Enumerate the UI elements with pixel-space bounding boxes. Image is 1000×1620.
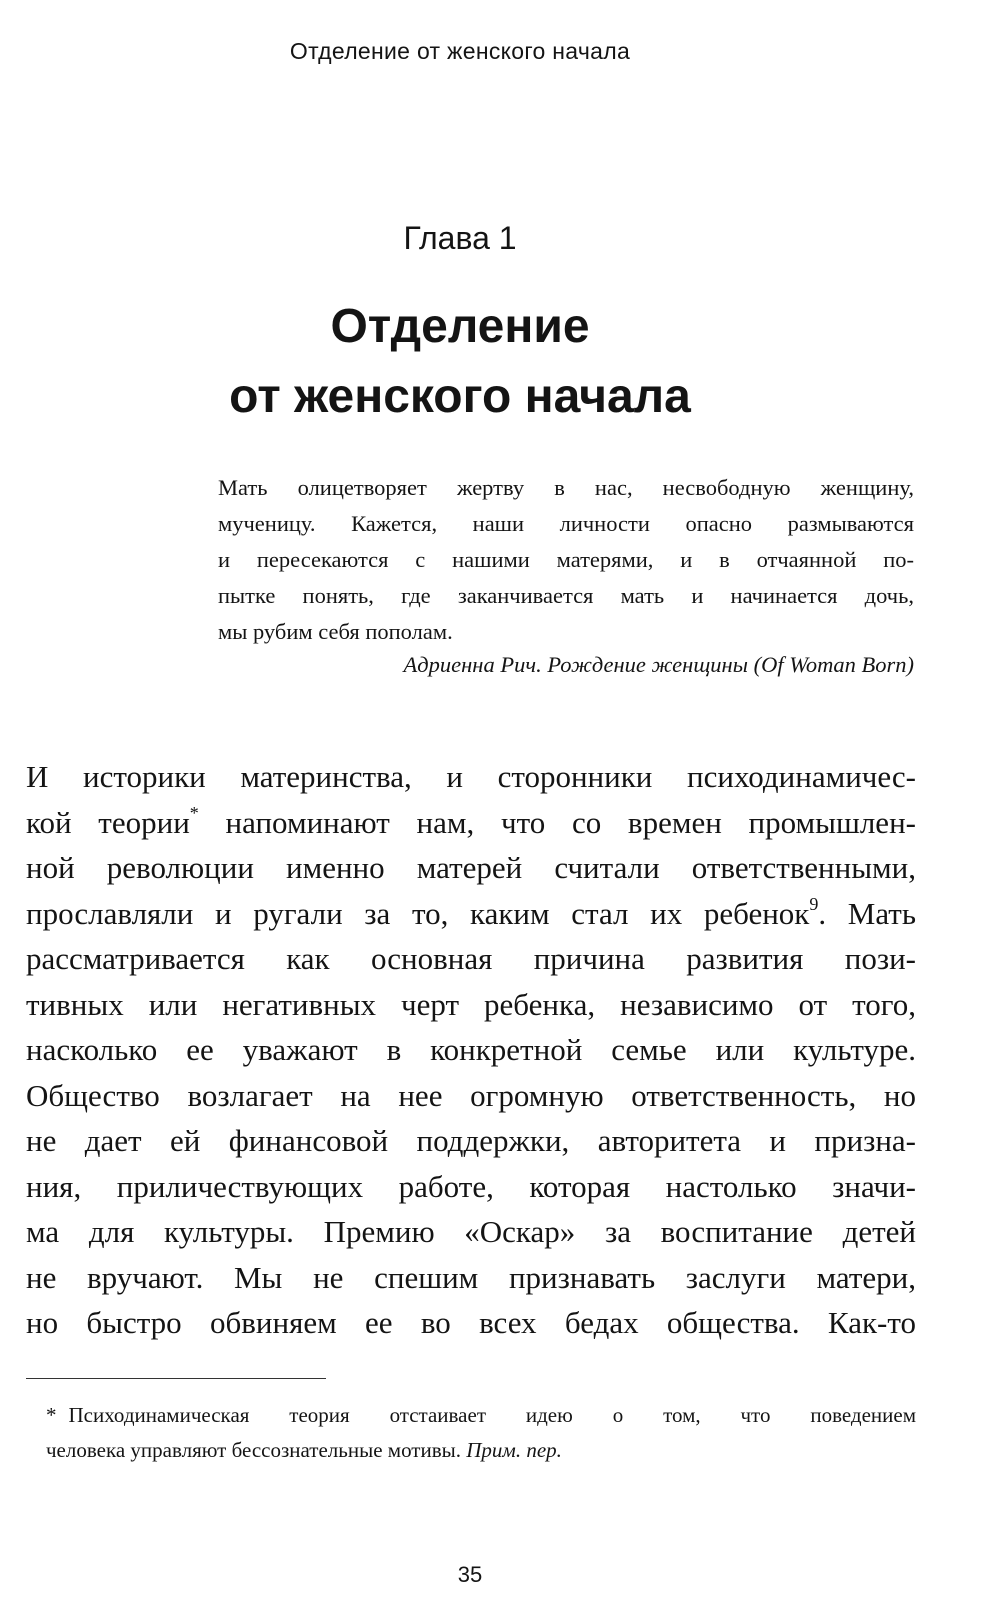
chapter-label: Глава 1 (403, 220, 517, 256)
body-line: ма для культуры. Премию «Оскар» за воспитание детей (26, 1214, 916, 1249)
epigraph (218, 470, 914, 650)
body-line: не дает ей финансовой поддержки, авторитета и призна- (26, 1123, 916, 1158)
body-line: прославляли и ругали за то, каким стал их ребенок$^9$. Мать (26, 893, 916, 931)
body-line: не вручают. Мы не спешим признавать заслуги матери, (26, 1259, 916, 1295)
epigraph-source: Адриенна Рич. Рождение женщины (Of Woman Born) (403, 652, 914, 677)
body-line: рассматривается как основная причина развития пози- (26, 941, 916, 976)
epigraph-line: и пересекаются с нашими матерями, и в отчаянной по- (218, 547, 914, 572)
chapter-title-line: от женского начала (229, 370, 691, 423)
body-line: но быстро обвиняем ее во всех бедах общества. Как-то (26, 1305, 916, 1340)
chapter-title (0, 292, 920, 432)
translator-note: Прим. пер. (466, 1438, 562, 1462)
body-line: тивных или негативных черт ребенка, независимо от того, (26, 986, 916, 1022)
footnote-reference: * (189, 802, 199, 823)
footnote-line: * Психодинамическая теория отстаивает идею о том, что поведением (46, 1403, 916, 1427)
endnote-reference: 9 (809, 893, 819, 914)
body-text (26, 754, 916, 1346)
footnote-line: человека управляют бессознательные мотивы. Прим. пер. (46, 1438, 562, 1462)
epigraph-line: мы рубим себя пополам. (218, 619, 453, 644)
chapter-title-line: Отделение (330, 300, 590, 353)
body-line: И историки материнства, и сторонники психодинамичес- (26, 759, 916, 794)
footnote (46, 1398, 916, 1468)
epigraph-line: Мать олицетворяет жертву в нас, несвободную женщину, (218, 475, 914, 500)
page-number: 35 (457, 1562, 483, 1587)
epigraph-line: мученицу. Кажется, наши личности опасно размываются (218, 511, 914, 536)
body-line: кой теории* напоминают нам, что со времен промышлен- (26, 802, 916, 840)
running-head: Отделение от женского начала (289, 38, 631, 64)
body-line: ной революции именно матерей считали ответственными, (26, 850, 916, 885)
body-line: Общество возлагает на нее огромную ответственность, но (26, 1077, 916, 1113)
epigraph-line: пытке понять, где заканчивается мать и начинается дочь, (218, 583, 914, 608)
footnote-divider (26, 1378, 326, 1379)
footnote-marker: * (46, 1403, 57, 1427)
body-line: ния, приличествующих работе, которая настолько значи- (26, 1168, 916, 1204)
body-line: насколько ее уважают в конкретной семье или культуре. (26, 1032, 916, 1067)
